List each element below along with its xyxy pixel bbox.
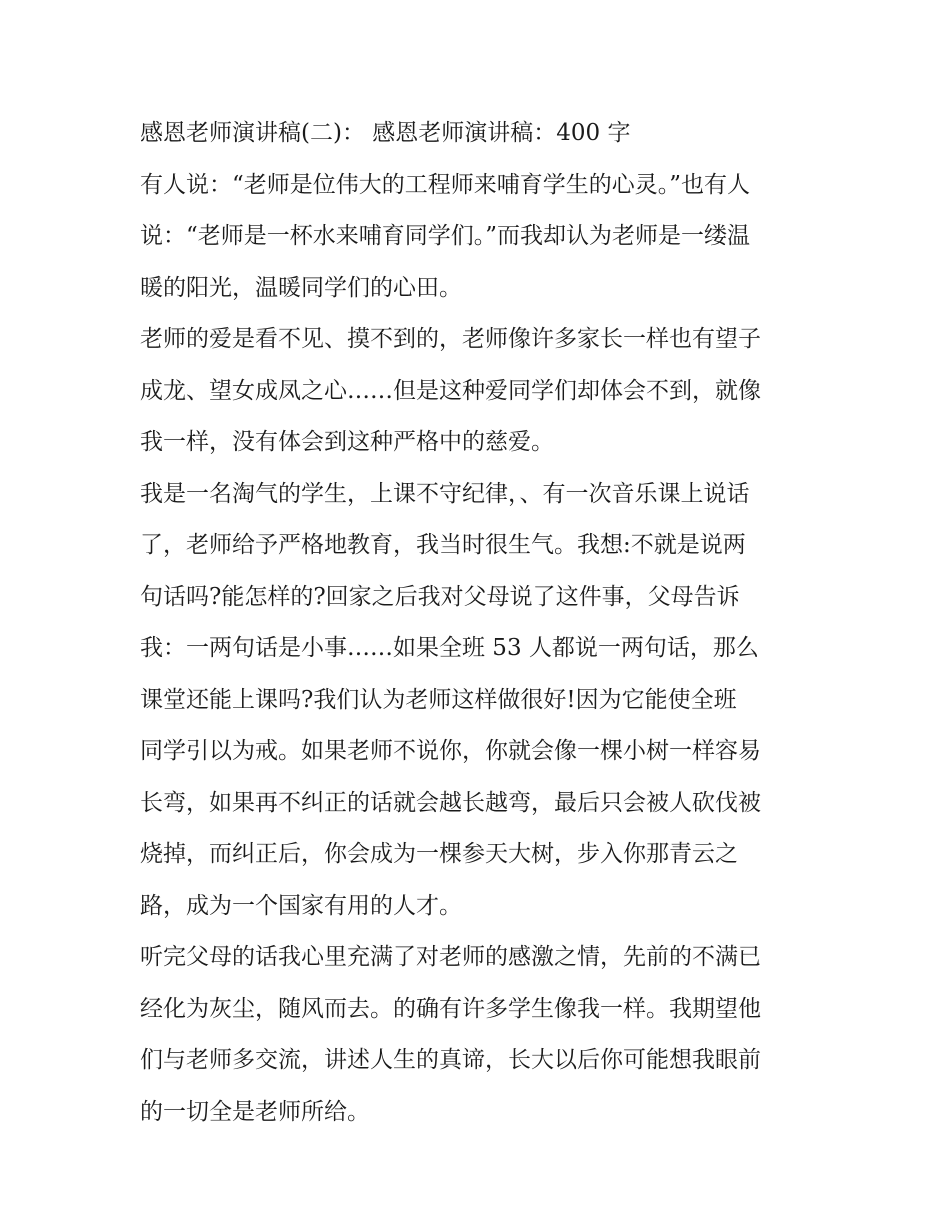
document-title: 感恩老师演讲稿(二)： 感恩老师演讲稿：400 字 [140, 120, 631, 146]
paragraph-line: 们与老师多交流，讲述人生的真谛，长大以后你可能想我眼前 [140, 1047, 761, 1073]
paragraph-line: 长弯，如果再不纠正的话就会越长越弯，最后只会被人砍伐被 [140, 789, 761, 816]
paragraph-line: 我一样，没有体会到这种严格中的慈爱。 [140, 429, 554, 455]
paragraph-line: 经化为灰尘，随风而去。的确有许多学生像我一样。我期望他 [140, 995, 761, 1022]
paragraph-line: 的一切全是老师所给。 [140, 1098, 370, 1125]
paragraph-line: 听完父母的话我心里充满了对老师的感激之情，先前的不满已 [140, 944, 761, 970]
paragraph-line: 课堂还能上课吗?我们认为老师这样做很好!因为它能使全班 [140, 686, 737, 713]
paragraph-line: 我是一名淘气的学生，上课不守纪律，、有一次音乐课上说话 [140, 480, 750, 507]
paragraph-2 [140, 314, 812, 469]
paragraph-line: 成龙、望女成凤之心……但是这种爱同学们却体会不到，就像 [140, 377, 761, 404]
paragraph-4 [140, 932, 812, 1138]
paragraph-line: 老师的爱是看不见、摸不到的，老师像许多家长一样也有望子 [140, 326, 761, 352]
paragraph-3 [140, 469, 812, 933]
paragraph-line: 说：“老师是一杯水来哺育同学们。”而我却认为老师是一缕温 [140, 223, 751, 249]
paragraph-line: 我：一两句话是小事……如果全班 53 人都说一两句话，那么 [140, 635, 759, 661]
paragraph-line: 路，成为一个国家有用的人才。 [140, 892, 462, 919]
paragraph-line: 句话吗?能怎样的?回家之后我对父母说了这件事，父母告诉 [140, 583, 740, 610]
paragraph-line: 同学引以为戒。如果老师不说你，你就会像一棵小树一样容易 [140, 738, 761, 764]
paragraph-line: 有人说：“老师是位伟大的工程师来哺育学生的心灵。”也有人 [140, 171, 751, 198]
paragraph-line: 暖的阳光，温暖同学们的心田。 [140, 274, 462, 301]
paragraph-1 [140, 160, 812, 315]
document-body [140, 108, 812, 1138]
paragraph-line: 了，老师给予严格地教育，我当时很生气。我想:不就是说两 [140, 532, 746, 558]
paragraph-line: 烧掉，而纠正后，你会成为一棵参天大树，步入你那青云之 [140, 841, 738, 867]
